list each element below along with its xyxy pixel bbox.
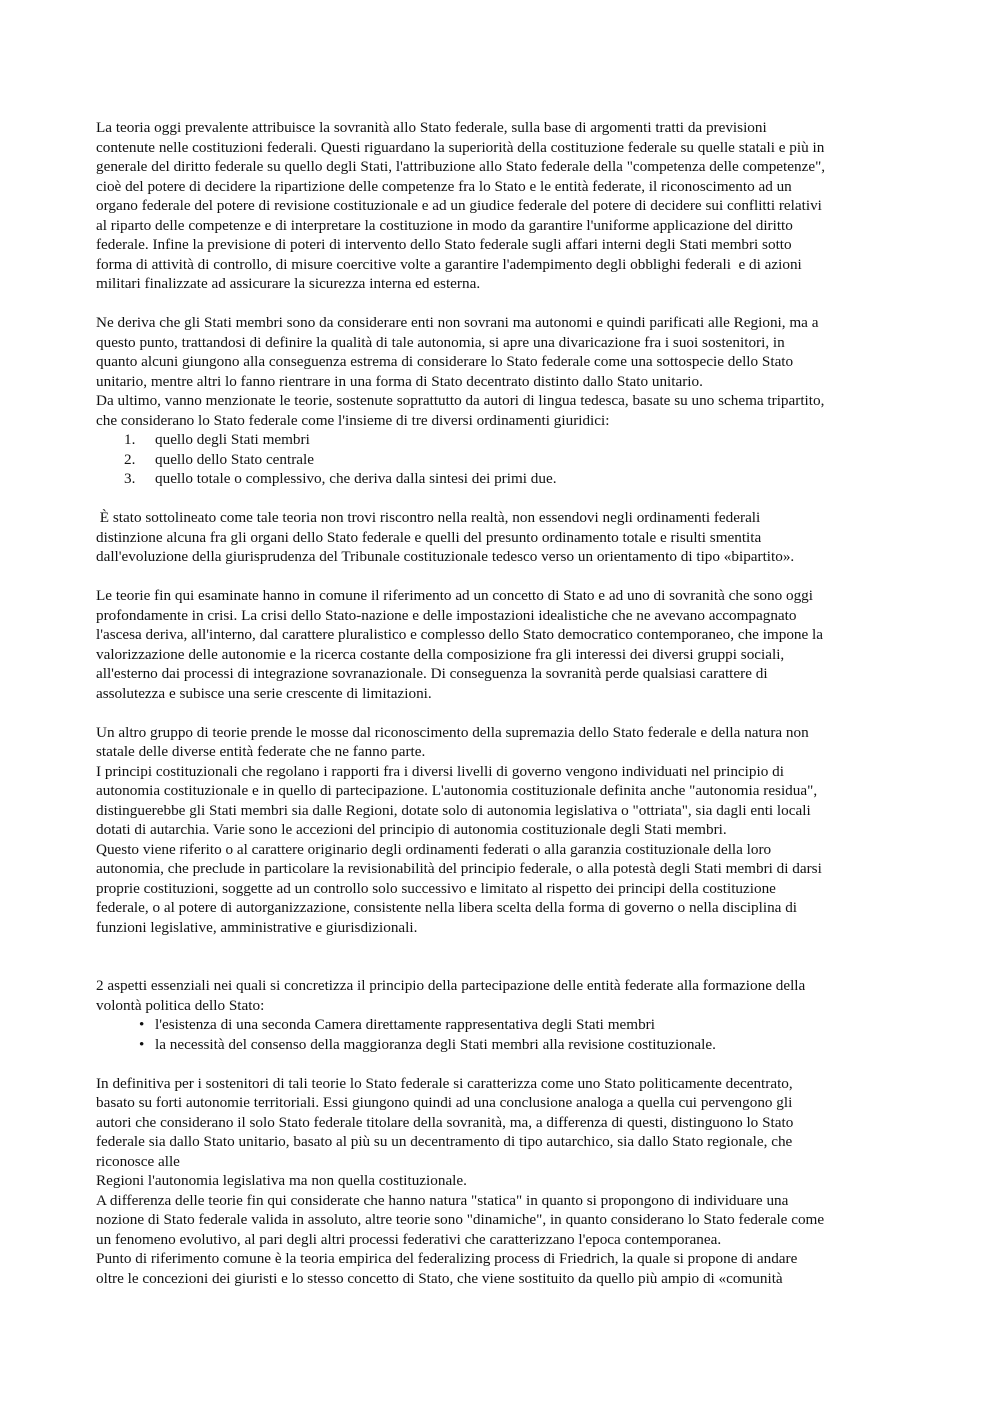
paragraph-crisis-of-state (96, 586, 916, 703)
paragraph-participation (96, 976, 916, 1015)
text-line: autonomia, che preclude in particolare la revisionabilità del principio federale, o alla potestà degli Stati membri di darsi (96, 860, 822, 877)
text-line: Regioni l'autonomia legislativa ma non quella costituzionale. (96, 1172, 467, 1189)
bullet-marker: • (139, 1035, 145, 1053)
text-line: federale, o al potere di autorganizzazione, consistente nella libera scelta della forma di governo o nella disciplina di (96, 899, 798, 916)
text-line: I principi costituzionali che regolano i rapporti fra i diversi livelli di governo vengono individuati nel principio di (96, 762, 784, 780)
list-item-text: quello dello Stato centrale (155, 450, 314, 468)
list-item (96, 450, 916, 470)
paragraph-member-states (96, 313, 916, 430)
text-line: oltre le concezioni dei giuristi e lo stesso concetto di Stato, che viene sostituito da quello più ampio di «comunità (96, 1269, 783, 1287)
text-line: militari finalizzate ad assicurare la sicurezza interna ed esterna. (96, 275, 481, 292)
text-line: forma di attività di controllo, di misure coercitive volte a garantire l'adempimento degli obblighi federali e di azioni (96, 255, 802, 273)
text-line: profondamente in crisi. La crisi dello Stato-nazione e delle impostazioni idealistiche che ne avevano accompagnato (96, 606, 797, 624)
text-line: Le teorie fin qui esaminate hanno in comune il riferimento ad un concetto di Stato e ad uno di sovranità che sono oggi (96, 587, 813, 604)
paragraph-conclusion (96, 1074, 916, 1289)
list-item-text: l'esistenza di una seconda Camera direttamente rappresentativa degli Stati membri (155, 1016, 655, 1033)
text-line: l'ascesa deriva, all'interno, dal carattere pluralistico e complesso dello Stato democratico contemporaneo, che impone la (96, 626, 824, 643)
text-line: funzioni legislative, amministrative e giurisdizionali. (96, 918, 418, 936)
text-line: nozione di Stato federale valida in assoluto, altre teorie sono "dinamiche", in quanto considerano lo Stato federale come (96, 1211, 825, 1228)
text-line: questo punto, trattandosi di definire la qualità di tale autonomia, si apre una divaricazione fra i suoi sostenitori, in (96, 333, 785, 351)
text-line: generale del diritto federale su quello degli Stati, l'attribuzione allo Stato federale della "competenza delle competenze", (96, 158, 826, 175)
paragraph-critique (96, 508, 916, 567)
text-line: riconosce alle (96, 1152, 180, 1170)
text-line: La teoria oggi prevalente attribuisce la sovranità allo Stato federale, sulla base di argomenti tratti da previsioni (96, 119, 767, 136)
paragraph-prevalent-theory (96, 118, 916, 294)
text-line: al riparto delle competenze e di interpretare la costituzione in modo da garantire l'uniforme applicazione del diritto (96, 216, 793, 234)
text-line: unitario, mentre altri lo fanno rientrare in una forma di Stato decentrato distinto dallo Stato unitario. (96, 372, 703, 390)
list-item-text: la necessità del consenso della maggioranza degli Stati membri alla revisione costituzionale. (155, 1035, 716, 1053)
list-item (96, 1035, 916, 1055)
list-item-text: quello totale o complessivo, che deriva dalla sintesi dei primi due. (155, 470, 557, 487)
text-line: Un altro gruppo di teorie prende le mosse dal riconoscimento della supremazia dello Stato federale e della natura non (96, 723, 809, 741)
text-line: federale. Infine la previsione di poteri di intervento dello Stato federale sugli affari interni degli Stati membri sotto (96, 236, 792, 253)
text-line: valorizzazione delle autonomie e la ricerca costante della composizione fra gli interessi dei diversi gruppi sociali, (96, 645, 785, 663)
list-number: 3. (124, 470, 136, 487)
text-line: dall'evoluzione della giurisprudenza del Tribunale costituzionale tedesco verso un orientamento di tipo «bipartito». (96, 548, 795, 565)
list-number: 1. (124, 431, 136, 448)
list-item-text: quello degli Stati membri (155, 431, 310, 448)
text-line: un fenomeno evolutivo, al pari degli altri processi federativi che caratterizzano l'epoca contemporanea. (96, 1230, 722, 1248)
text-line: contenute nelle costituzioni federali. Questi riguardano la superiorità della costituzione federale su quelle statali e più in (96, 138, 825, 156)
list-number: 2. (124, 450, 136, 468)
bullet-marker: • (139, 1016, 145, 1033)
text-line: autonomia costituzionale e in quello di partecipazione. L'autonomia costituzionale definita anche "autonomia residua", (96, 782, 818, 799)
text-line: che considerano lo Stato federale come l'insieme di tre diversi ordinamenti giuridici: (96, 411, 610, 429)
text-line: autori che considerano il solo Stato federale titolare della sovranità, ma, a differenza di questi, distinguono lo Stato (96, 1113, 794, 1131)
text-line: Ne deriva che gli Stati membri sono da considerare enti non sovrani ma autonomi e quindi parificati alle Regioni, ma a (96, 314, 819, 331)
text-line: Punto di riferimento comune è la teoria empirica del federalizing process di Friedrich, la quale si propone di andare (96, 1250, 798, 1267)
text-line: A differenza delle teorie fin qui considerate che hanno natura "statica" in quanto si propongono di individuare una (96, 1191, 789, 1209)
text-line: basato su forti autonomie territoriali. Essi giungono quindi ad una conclusione analoga a quella cui pervengono gli (96, 1094, 793, 1111)
text-line: 2 aspetti essenziali nei quali si concretizza il principio della partecipazione delle entità federate alla formazione della (96, 977, 806, 994)
paragraph-constitutional-autonomy (96, 723, 916, 938)
text-line: assolutezza e subisce una serie crescente di limitazioni. (96, 684, 432, 702)
text-line: proprie costituzioni, soggette ad un controllo solo successivo e limitato al rispetto dei principi della costituzione (96, 879, 776, 897)
list-item (96, 430, 916, 450)
text-line: all'esterno dai processi di integrazione sovranazionale. Di conseguenza la sovranità perde qualsiasi carattere di (96, 665, 768, 682)
text-line: federale sia dallo Stato unitario, basato al più su un decentramento di tipo autarchico, sia dallo Stato regionale, che (96, 1133, 793, 1150)
numbered-list (96, 430, 916, 489)
list-item (96, 469, 916, 489)
bullet-list (96, 1015, 916, 1054)
text-line: organo federale del potere di revisione costituzionale e ad un giudice federale del potere di decidere sui conflitti relativi (96, 197, 822, 214)
text-line: È stato sottolineato come tale teoria non trovi riscontro nella realtà, non essendovi negli ordinamenti federali (96, 509, 761, 526)
text-line: Questo viene riferito o al carattere originario degli ordinamenti federati o alla garanzia costituzionale della loro (96, 840, 772, 858)
text-line: distinzione alcuna fra gli organi dello Stato federale e quelli del presunto ordinamento totale e risulti smentita (96, 528, 762, 546)
document-page (96, 118, 916, 1288)
text-line: quanto alcuni giungono alla conseguenza estrema di considerare lo Stato federale come una sottospecie dello Stato (96, 353, 794, 370)
text-line: dotati di autarchia. Varie sono le accezioni del principio di autonomia costituzionale degli Stati membri. (96, 821, 727, 838)
text-line: Da ultimo, vanno menzionate le teorie, sostenute soprattutto da autori di lingua tedesca, basate su uno schema tripartito, (96, 392, 825, 409)
text-line: In definitiva per i sostenitori di tali teorie lo Stato federale si caratterizza come uno Stato politicamente decentrato, (96, 1074, 793, 1092)
text-line: volontà politica dello Stato: (96, 996, 265, 1014)
text-line: cioè del potere di decidere la ripartizione delle competenze fra lo Stato e le entità federate, il riconoscimento ad un (96, 177, 792, 195)
text-line: statale delle diverse entità federate che ne fanno parte. (96, 743, 426, 760)
list-item (96, 1015, 916, 1035)
text-line: distinguerebbe gli Stati membri sia dalle Regioni, dotate solo di autonomia legislativa o "ottriata", sia dagli enti locali (96, 801, 811, 819)
